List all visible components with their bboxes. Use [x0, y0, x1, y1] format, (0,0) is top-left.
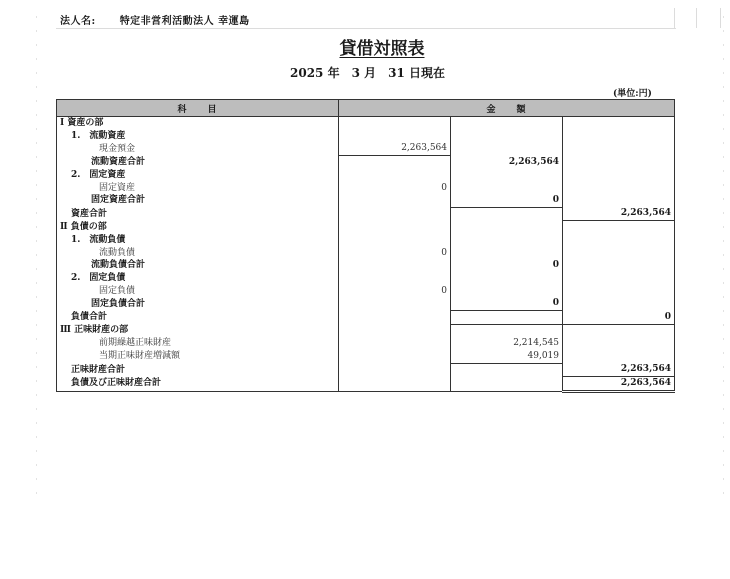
- table-header-row: [57, 100, 675, 117]
- amount-cell-2: [451, 221, 563, 234]
- amount-cell-1: 0: [339, 285, 451, 298]
- table-row: [57, 142, 675, 155]
- amount-cell-2: 0: [451, 194, 563, 207]
- amount-cell-2: [451, 130, 563, 143]
- amount-cell-1: [339, 194, 451, 207]
- amount-cell-2: [451, 117, 563, 130]
- amount-cell-1: 2,263,564: [339, 142, 451, 155]
- unit-note: (単位:円): [613, 89, 652, 99]
- corporation-name: 特定非営利活動法人 幸運島: [119, 16, 250, 27]
- amount-cell-1: [339, 350, 451, 363]
- row-label: 固定資産: [99, 182, 136, 193]
- amount-cell-3: [563, 337, 675, 350]
- table-row: [57, 297, 675, 310]
- document-title: 貸借対照表: [339, 39, 425, 59]
- amount-cell-3: [563, 221, 675, 234]
- amount-cell-3: [563, 259, 675, 272]
- amount-cell-3: [563, 194, 675, 207]
- amount-cell-3: [563, 130, 675, 143]
- balance-sheet-table: [56, 99, 675, 393]
- table-row: [57, 272, 675, 285]
- amount-cell-2: [451, 324, 563, 337]
- amount-cell-2: [451, 377, 563, 392]
- row-label: 固定負債: [99, 285, 136, 296]
- amount-cell-3: [563, 247, 675, 260]
- amount-cell-1: 0: [339, 182, 451, 195]
- row-label: 2. 固定資産: [71, 169, 126, 180]
- row-label: 当期正味財産増減額: [99, 351, 181, 362]
- amount-cell-2: 49,019: [451, 350, 563, 363]
- amount-cell-3: 2,263,564: [563, 207, 675, 220]
- table-row: [57, 247, 675, 260]
- page-margin-dots-left: [36, 10, 37, 499]
- amount-cell-3: [563, 272, 675, 285]
- table-row: [57, 285, 675, 298]
- amount-cell-3: 2,263,564: [563, 377, 675, 392]
- amount-cell-1: [339, 156, 451, 169]
- table-row: [57, 311, 675, 325]
- table-row: [57, 221, 675, 234]
- amount-cell-3: [563, 142, 675, 155]
- page-margin-dots-right: [723, 10, 724, 499]
- amount-cell-3: [563, 117, 675, 130]
- amount-cell-3: [563, 169, 675, 182]
- report-date: 2025 年 3 月 31 日現在: [290, 66, 445, 80]
- amount-cell-2: [451, 207, 563, 220]
- amount-cell-3: [563, 156, 675, 169]
- amount-column-header: 金 額: [339, 100, 675, 117]
- amount-cell-3: [563, 182, 675, 195]
- amount-cell-1: 0: [339, 247, 451, 260]
- table-row: [57, 156, 675, 169]
- amount-cell-1: [339, 363, 451, 376]
- amount-cell-2: 0: [451, 259, 563, 272]
- row-label: 固定負債合計: [91, 298, 146, 309]
- amount-cell-3: 2,263,564: [563, 363, 675, 376]
- amount-cell-2: 2,263,564: [451, 156, 563, 169]
- amount-cell-3: [563, 350, 675, 363]
- amount-cell-2: [451, 234, 563, 247]
- table-row: [57, 117, 675, 130]
- table-row: [57, 324, 675, 337]
- amount-cell-1: [339, 272, 451, 285]
- row-label: 固定資産合計: [91, 195, 146, 206]
- amount-cell-1: [339, 337, 451, 350]
- row-label: 流動負債合計: [91, 260, 146, 271]
- table-row: [57, 194, 675, 207]
- header-grid-marks: [674, 8, 722, 28]
- table-row: [57, 130, 675, 143]
- amount-cell-3: [563, 324, 675, 337]
- table-row: [57, 169, 675, 182]
- balance-sheet-body: [57, 117, 675, 392]
- row-label: Ⅲ 正味財産の部: [60, 325, 129, 336]
- row-label: 1. 流動資産: [71, 130, 126, 141]
- row-label: 負債合計: [71, 312, 108, 322]
- amount-cell-1: [339, 311, 451, 325]
- row-label: 資産合計: [71, 208, 108, 219]
- corporation-line: [60, 12, 250, 27]
- row-label: 前期繰越正味財産: [99, 338, 172, 349]
- amount-cell-3: [563, 234, 675, 247]
- amount-cell-1: [339, 324, 451, 337]
- row-label: 現金預金: [99, 143, 136, 154]
- amount-cell-2: [451, 142, 563, 155]
- amount-cell-1: [339, 234, 451, 247]
- row-label: 2. 固定負債: [71, 272, 126, 283]
- amount-cell-2: 0: [451, 297, 563, 310]
- amount-cell-2: 2,214,545: [451, 337, 563, 350]
- amount-cell-1: [339, 297, 451, 310]
- table-row: [57, 337, 675, 350]
- amount-cell-1: [339, 221, 451, 234]
- subject-column-header: 科 目: [57, 100, 339, 117]
- amount-cell-2: [451, 311, 563, 325]
- row-label: Ⅱ 負債の部: [60, 221, 107, 232]
- table-row: [57, 207, 675, 220]
- amount-cell-1: [339, 130, 451, 143]
- row-label: 流動負債: [99, 247, 136, 258]
- amount-cell-1: [339, 259, 451, 272]
- table-row: [57, 234, 675, 247]
- amount-cell-2: [451, 285, 563, 298]
- row-label: 1. 流動負債: [71, 234, 126, 245]
- amount-cell-1: [339, 117, 451, 130]
- row-label: Ⅰ 資産の部: [60, 118, 104, 128]
- amount-cell-2: [451, 247, 563, 260]
- row-label: 正味財産合計: [71, 364, 126, 375]
- amount-cell-3: 0: [563, 311, 675, 325]
- table-row: [57, 377, 675, 392]
- table-row: [57, 259, 675, 272]
- corporation-label: 法人名:: [60, 16, 96, 27]
- amount-cell-1: [339, 169, 451, 182]
- amount-cell-2: [451, 363, 563, 376]
- amount-cell-1: [339, 377, 451, 392]
- header-rule: [56, 28, 676, 29]
- row-label: 流動資産合計: [91, 156, 146, 167]
- amount-cell-2: [451, 272, 563, 285]
- amount-cell-1: [339, 207, 451, 220]
- amount-cell-2: [451, 169, 563, 182]
- amount-cell-3: [563, 297, 675, 310]
- table-row: [57, 182, 675, 195]
- table-row: [57, 363, 675, 376]
- row-label: 負債及び正味財産合計: [71, 378, 162, 389]
- amount-cell-2: [451, 182, 563, 195]
- table-row: [57, 350, 675, 363]
- amount-cell-3: [563, 285, 675, 298]
